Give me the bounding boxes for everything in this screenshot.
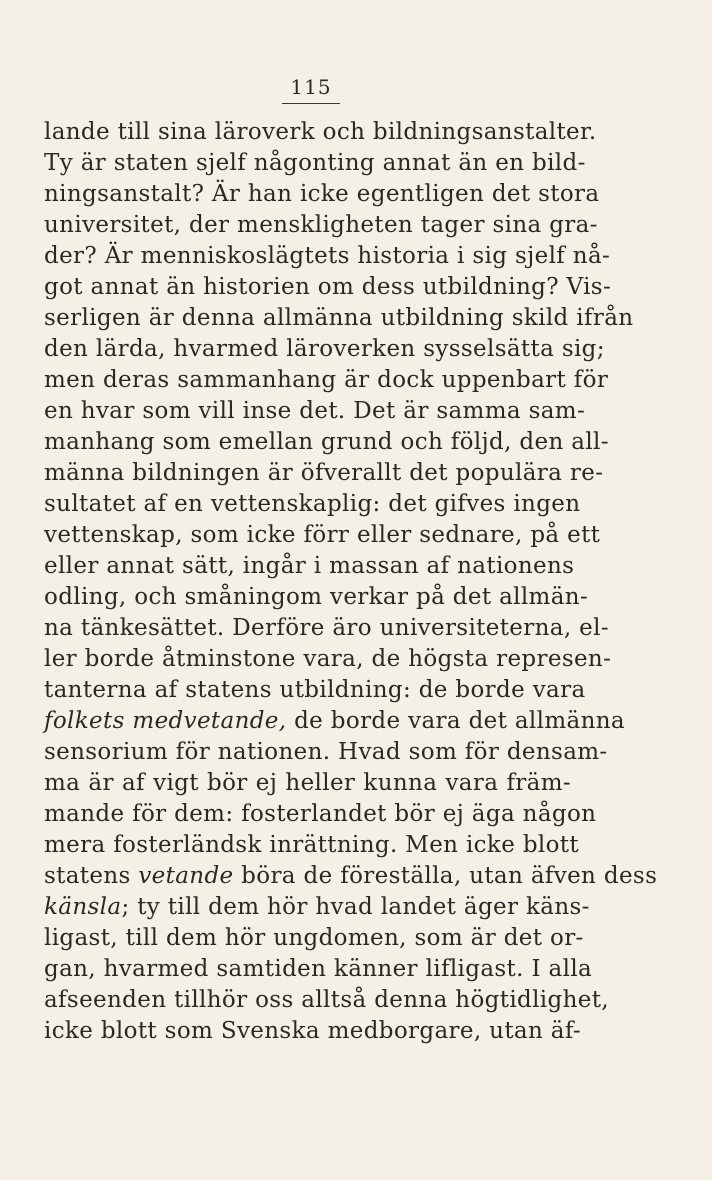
text-line: ningsanstalt? Är han icke egentligen det stora: [44, 181, 600, 207]
text-run: statens: [44, 863, 139, 889]
text-run: ; ty till dem hör hvad landet äger käns-: [121, 894, 590, 920]
text-line: ligast, till dem hör ungdomen, som är det or-: [44, 925, 584, 951]
text-line: eller annat sätt, ingår i massan af nationens: [44, 553, 575, 579]
text-line: [44, 706, 625, 737]
emphasis-folkets-medvetande: folkets medvetande,: [44, 708, 287, 734]
text-run: de borde vara det allmänna: [286, 708, 625, 734]
text-line: universitet, der menskligheten tager sina gra-: [44, 212, 598, 238]
text-line: vettenskap, som icke förr eller sednare, på ett: [44, 522, 601, 548]
text-line: tanterna af statens utbildning: de borde vara: [44, 677, 586, 703]
text-run: böra de föreställa, utan äfven dess: [233, 863, 658, 889]
text-line: [44, 892, 590, 923]
text-line: männa bildningen är öfverallt det populära re-: [44, 460, 604, 486]
text-line: mera fosterländsk inrättning. Men icke blott: [44, 832, 579, 858]
text-line: na tänkesättet. Derföre äro universiteterna, el-: [44, 615, 609, 641]
text-line: odling, och småningom verkar på det allmän-: [44, 584, 589, 610]
text-line: sensorium för nationen. Hvad som för densam-: [44, 739, 608, 765]
text-line: den lärda, hvarmed läroverken sysselsätta sig;: [44, 336, 605, 362]
text-line: manhang som emellan grund och följd, den all-: [44, 429, 609, 455]
text-line: Ty är staten sjelf någonting annat än en bild-: [44, 150, 586, 176]
emphasis-kansla: känsla: [44, 894, 122, 920]
text-line: mande för dem: fosterlandet bör ej äga någon: [44, 801, 597, 827]
text-line: gan, hvarmed samtiden känner lifligast. I alla: [44, 956, 593, 982]
text-line: serligen är denna allmänna utbildning skild ifrån: [44, 305, 634, 331]
text-line: sultatet af en vettenskaplig: det gifves ingen: [44, 491, 581, 517]
text-line: ma är af vigt bör ej heller kunna vara främ-: [44, 770, 571, 796]
body-text: [44, 117, 658, 1047]
text-line: icke blott som Svenska medborgare, utan äf-: [44, 1018, 582, 1044]
text-line: en hvar som vill inse det. Det är samma sam-: [44, 398, 586, 424]
text-line: lande till sina läroverk och bildningsanstalter.: [44, 119, 597, 145]
emphasis-vetande: vetande: [138, 863, 234, 889]
page-number: 115: [290, 75, 332, 99]
text-line: der? Är menniskoslägtets historia i sig sjelf nå-: [44, 243, 611, 269]
page-number-rule: [282, 103, 340, 104]
text-line: ler borde åtminstone vara, de högsta represen-: [44, 646, 612, 672]
page-header: [282, 74, 340, 100]
text-line: afseenden tillhör oss alltså denna högtidlighet,: [44, 987, 609, 1013]
text-line: [44, 861, 658, 892]
text-line: got annat än historien om dess utbildning? Vis-: [44, 274, 612, 300]
text-line: men deras sammanhang är dock uppenbart för: [44, 367, 609, 393]
